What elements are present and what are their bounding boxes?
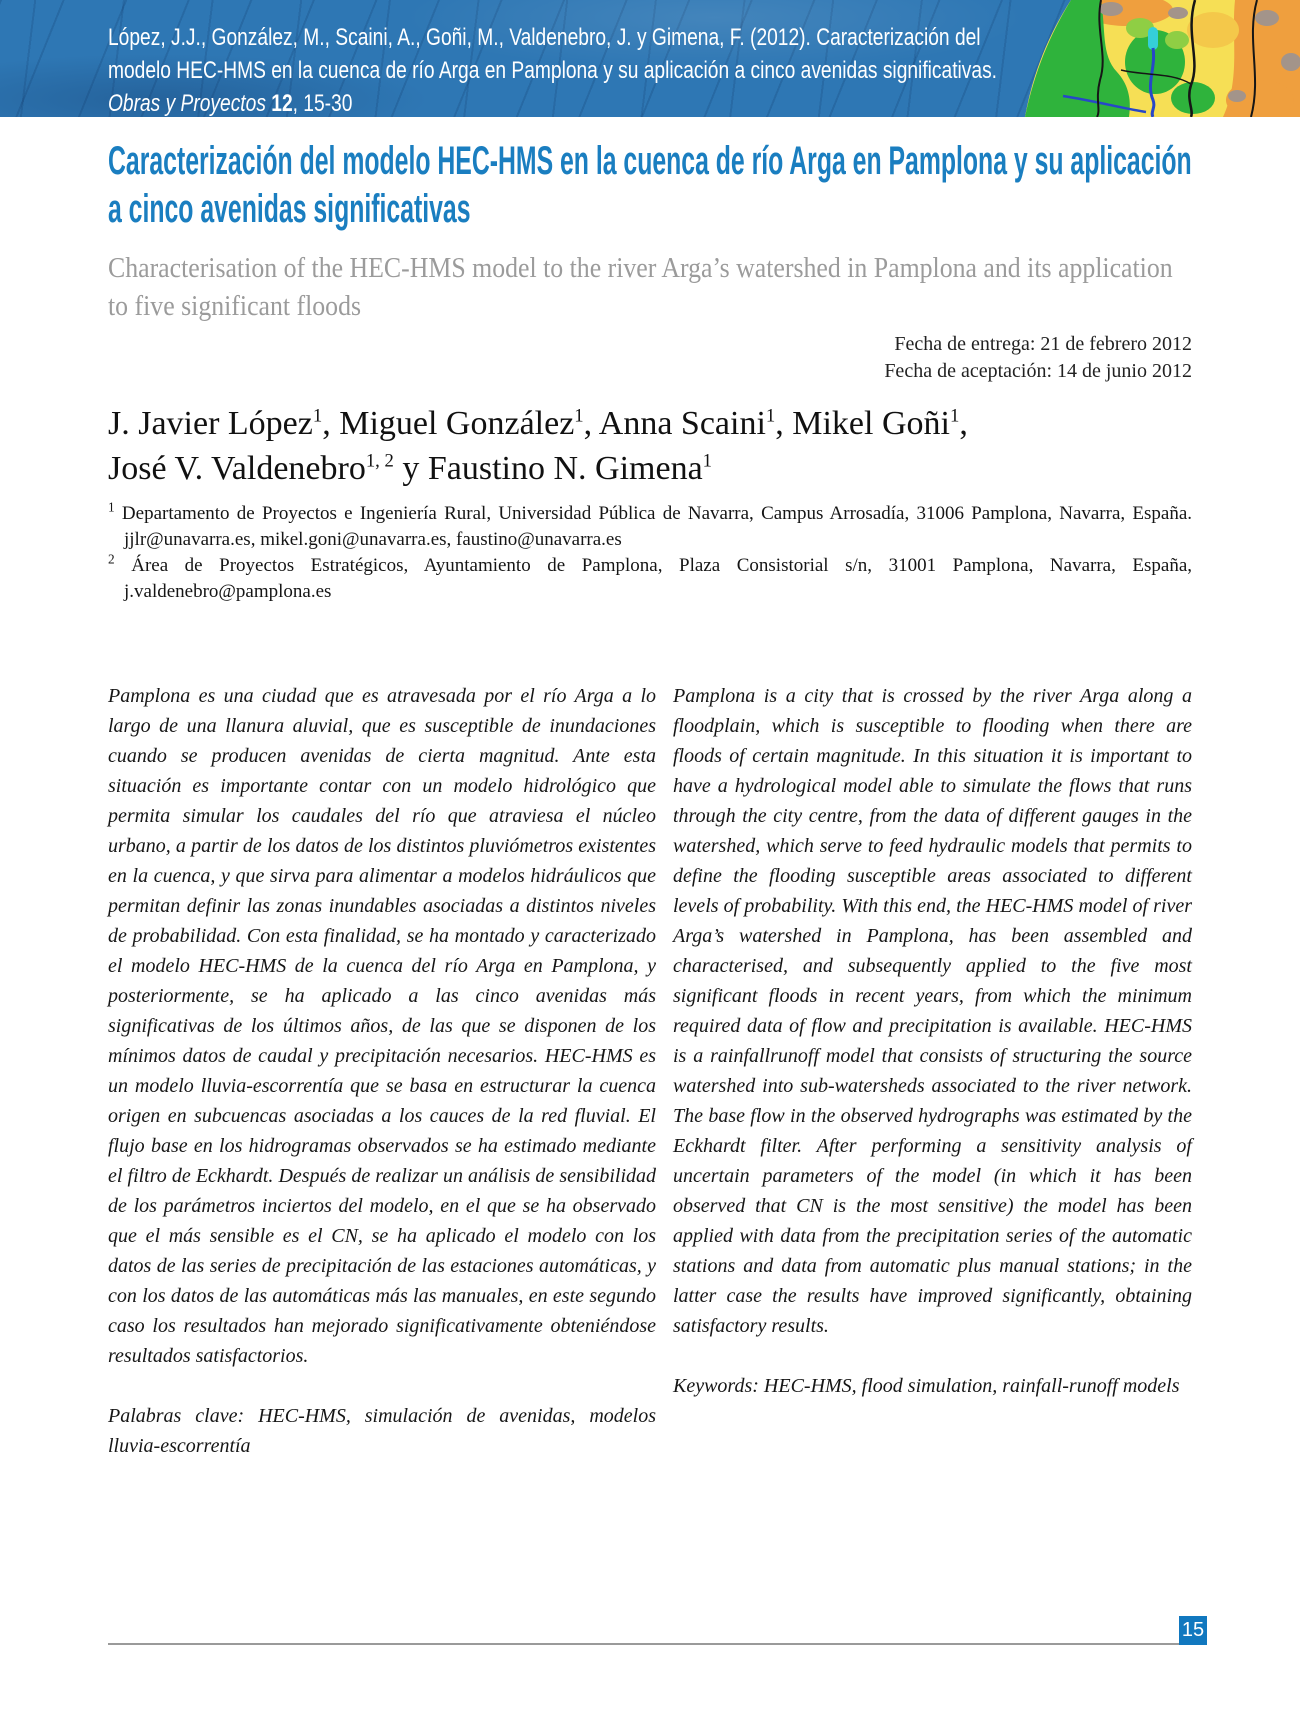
- author-affiliation-marker: 1: [312, 405, 323, 427]
- page-content: [108, 117, 1192, 1461]
- citation-pages: , 15-30: [292, 90, 353, 117]
- submission-dates: [108, 331, 1192, 385]
- date-accepted: Fecha de aceptación: 14 de junio 2012: [884, 360, 1192, 382]
- author-affiliation-marker: 1, 2: [365, 450, 394, 472]
- author: Anna Scaini$^1$,: [598, 405, 793, 442]
- journal-banner: [0, 0, 1300, 117]
- keywords-english: Keywords: HEC-HMS, flood simulation, rainfall-runoff models: [673, 1375, 1180, 1397]
- affiliation-1: [108, 501, 1192, 553]
- affiliations: [108, 501, 1192, 605]
- citation-journal-name: Obras y Proyectos: [108, 90, 266, 117]
- abstract-columns: [108, 681, 1192, 1461]
- author: Miguel González$^1$,: [339, 405, 599, 442]
- paper-title-english: Characterisation of the HEC-HMS model to the river Arga’s watershed in Pamplona and its application to five significant floods: [108, 252, 1173, 322]
- affiliation-2: [108, 553, 1192, 605]
- author-affiliation-marker: 1: [765, 405, 776, 427]
- footer-rule: [108, 1643, 1179, 1645]
- page-number-badge: 15: [1179, 1616, 1207, 1645]
- watershed-map-image: [1005, 0, 1300, 117]
- citation: [108, 21, 1012, 120]
- citation-volume: 12: [265, 90, 293, 117]
- author: Mikel Goñi$^1$,: [792, 405, 968, 442]
- affiliation-marker: 2: [108, 551, 115, 567]
- abstract-english-column: [673, 681, 1192, 1461]
- keywords-spanish: Palabras clave: HEC-HMS, simulación de avenidas, modelos lluvia-escorrentía: [108, 1405, 656, 1457]
- citation-text: López, J.J., González, M., Scaini, A., Goñi, M., Valdenebro, J. y Gimena, F. (2012). Caracterización del modelo HEC-HMS en la cuenca de río Arga en Pamplona y su aplicación a cinco avenidas significativas.: [108, 24, 998, 84]
- author-affiliation-marker: 1: [949, 405, 960, 427]
- author: José V. Valdenebro$^{1, 2}$ y: [108, 450, 428, 487]
- author-affiliation-marker: 1: [702, 450, 713, 472]
- author: Faustino N. Gimena$^1$: [427, 450, 713, 487]
- page-footer: [108, 1616, 1207, 1645]
- author-affiliation-marker: 1: [574, 405, 584, 427]
- abstract-spanish: Pamplona es una ciudad que es atravesada por el río Arga a lo largo de una llanura aluvial, que es susceptible de inundaciones cuando se producen avenidas de cierta magnitud. Ante esta situación es importante contar con un modelo hidrológico que permita simular los caudales del río que atraviesa el núcleo urbano, a partir de los datos de los distintos pluviómetros existentes en la cuenca, y que sirva para alimentar a modelos hidráulicos que permitan definir las zonas inundables asociadas a distintos niveles de probabilidad. Con esta finalidad, se ha montado y caracterizado el modelo HEC-HMS de la cuenca del río Arga en Pamplona, y posteriormente, se ha aplicado a las cinco avenidas más significativas de los últimos años, de las que se disponen de los mínimos datos de caudal y precipitación necesarios. HEC-HMS es un modelo lluvia-escorrentía que se basa en estructurar la cuenca origen en subcuencas asociadas a los cauces de la red fluvial. El flujo base en los hidrogramas observados se ha estimado mediante el filtro de Eckhardt. Después de realizar un análisis de sensibilidad de los parámetros inciertos del modelo, en el que se ha observado que el más sensible es el CN, se ha aplicado el modelo con los datos de las series de precipitación de las estaciones automáticas, y con los datos de las automáticas más las manuales, en este segundo caso los resultados han mejorado significativamente obteniéndose resultados satisfactorios.: [108, 685, 656, 1367]
- abstract-spanish-column: [108, 681, 656, 1461]
- affiliation-marker: 1: [108, 499, 115, 515]
- authors-line: [108, 401, 1192, 491]
- affiliation-text: Área de Proyectos Estratégicos, Ayuntamiento de Pamplona, Plaza Consistorial s/n, 31001 Pamplona, Navarra, España, j.valdenebro@pamplona.es: [124, 555, 1193, 602]
- abstract-english: Pamplona is a city that is crossed by the river Arga along a floodplain, which is susceptible to flooding when there are floods of certain magnitude. In this situation it is important to have a hydrological model able to simulate the flows that runs through the city centre, from the data of different gauges in the watershed, which serve to feed hydraulic models that permits to define the flooding susceptible areas associated to different levels of probability. With this end, the HEC-HMS model of river Arga’s watershed in Pamplona, has been assembled and characterised, and subsequently applied to the five most significant floods in recent years, from which the minimum required data of flow and precipitation is available. HEC-HMS is a rainfallrunoff model that consists of structuring the source watershed into sub-watersheds associated to the river network. The base flow in the observed hydrographs was estimated by the Eckhardt filter. After performing a sensitivity analysis of uncertain parameters of the model (in which it has been observed that CN is the most sensitive) the model has been applied with data from the precipitation series of the automatic stations and data from automatic plus manual stations; in the latter case the results have improved significantly, obtaining satisfactory results.: [673, 685, 1192, 1337]
- paper-title-spanish: Caracterización del modelo HEC-HMS en la cuenca de río Arga en Pamplona y su aplicación a cinco avenidas significativas: [108, 139, 1192, 231]
- date-received: Fecha de entrega: 21 de febrero 2012: [894, 333, 1192, 355]
- author: J. Javier López$^1$,: [108, 405, 340, 442]
- affiliation-text: Departamento de Proyectos e Ingeniería Rural, Universidad Pública de Navarra, Campus Arrosadía, 31006 Pamplona, Navarra, España. jjlr@unavarra.es, mikel.goni@unavarra.es, faustino@unavarra.es: [121, 503, 1193, 550]
